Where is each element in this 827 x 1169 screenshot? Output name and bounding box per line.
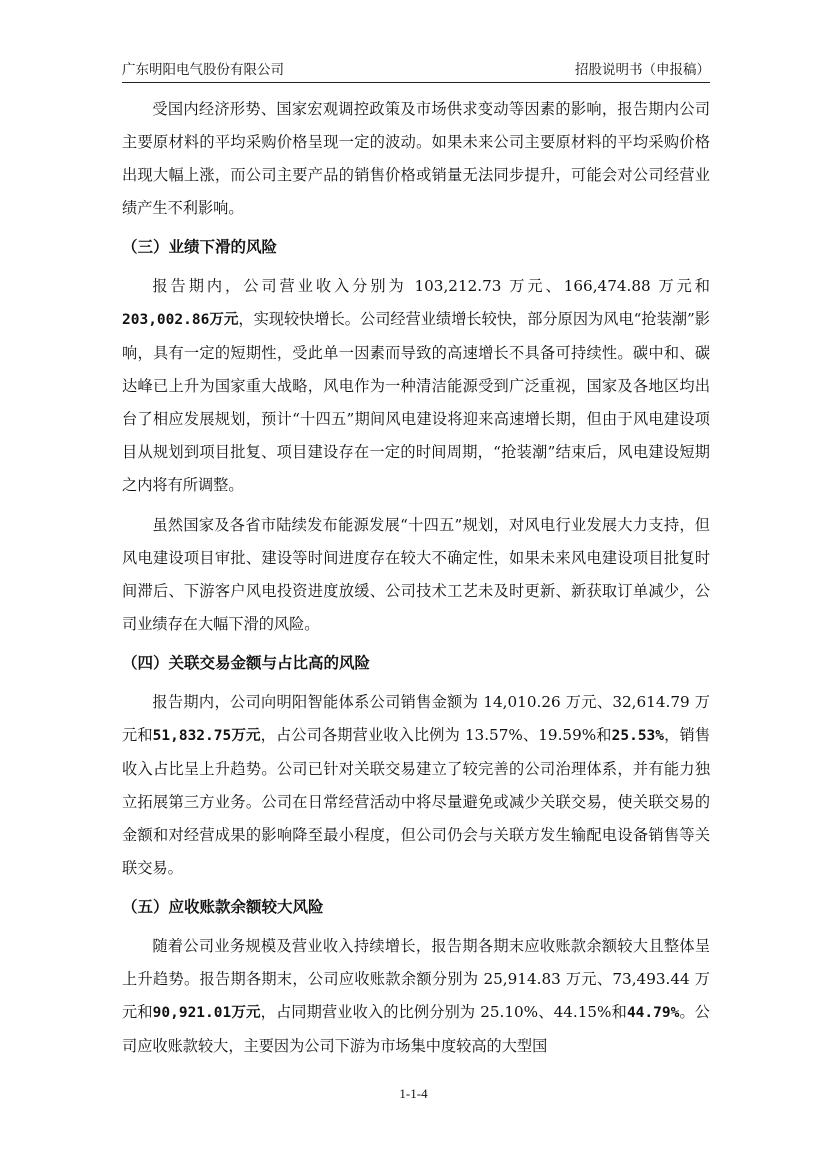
header-divider bbox=[122, 82, 710, 83]
bold-related-sales-value: 51,832.75万元 bbox=[152, 728, 261, 744]
bold-revenue-value: 203,002.86万元 bbox=[122, 312, 239, 328]
paragraph-text: ，销售收入占比呈上升趋势。公司已针对关联交易建立了较完善的公司治理体系，并有能力独立拓展第三方业务。公司在日常经营活动中将尽量避免或减少关联交易，使关联交易的金额和对经营成果的影响降至最小程度，但公司仍会与关联方发生输配电设备销售等关联交易。 bbox=[122, 726, 711, 877]
document-body bbox=[122, 93, 710, 1070]
page-header bbox=[122, 56, 710, 80]
paragraph-text: 报告期内，公司营业收入分别为 103,212.73 万元、166,474.88 万元和 bbox=[152, 277, 710, 295]
paragraph-text: 受国内经济形势、国家宏观调控政策及市场供求变动等因素的影响，报告期内公司主要原材料的平均采购价格呈现一定的波动。如果未来公司主要原材料的平均采购价格出现大幅上涨，而公司主要产品的销售价格或销量无法同步提升，可能会对公司经营业绩产生不利影响。 bbox=[122, 100, 710, 217]
paragraph-text: ，占公司各期营业收入比例为 13.57%、19.59%和 bbox=[260, 726, 612, 744]
header-company-name: 广东明阳电气股份有限公司 bbox=[122, 62, 284, 78]
paragraph-receivables bbox=[122, 930, 710, 1063]
paragraph-text: 随着公司业务规模及营业收入持续增长，报告期各期末应收账款余额较大且整体呈上升趋势。报告期各期末，公司应收账款余额分别为 25,914.83 万元、73,493.44 万元和 bbox=[122, 937, 710, 1021]
section-heading-related-transactions: （四）关联交易金额与占比高的风险 bbox=[122, 654, 371, 672]
page-number: 1-1-4 bbox=[399, 1086, 428, 1101]
paragraph-policy-uncertainty bbox=[122, 509, 710, 641]
section-heading-receivables: （五）应收账款余额较大风险 bbox=[122, 898, 324, 916]
paragraph-text: 虽然国家及各省市陆续发布能源发展“十四五”规划，对风电行业发展大力支持，但风电建设项目审批、建设等时间进度存在较大不确定性，如果未来风电建设项目批复时间滞后、下游客户风电投资进度放缓、公司技术工艺未及时更新、新获取订单减少，公司业绩存在大幅下滑的风险。 bbox=[122, 516, 710, 633]
paragraph-related-sales bbox=[122, 686, 710, 885]
paragraph-text: ，实现较快增长。公司经营业绩增长较快，部分原因为风电“抢装潮”影响，具有一定的短期性，受此单一因素而导致的高速增长不具备可持续性。碳中和、碳达峰已上升为国家重大战略，风电作为一种清洁能源受到广泛重视，国家及各地区均出台了相应发展规划，预计“十四五”期间风电建设将迎来高速增长期，但由于风电建设项目从规划到项目批复、项目建设存在一定的时间周期，“抢装潮”结束后，风电建设短期之内将有所调整。 bbox=[122, 310, 710, 494]
section-heading-performance-decline: （三）业绩下滑的风险 bbox=[122, 238, 278, 256]
paragraph-revenue-growth bbox=[122, 270, 710, 502]
paragraph-text: 报告期内，公司向明阳智能体系公司销售金额为 14,010.26 万元、32,614.79 万元和 bbox=[122, 693, 710, 744]
bold-receivables-value: 90,921.01万元 bbox=[152, 1005, 261, 1021]
bold-related-sales-ratio: 25.53% bbox=[611, 728, 665, 744]
header-document-title: 招股说明书（申报稿） bbox=[575, 62, 710, 78]
paragraph-raw-material-risk bbox=[122, 93, 710, 225]
paragraph-text: ，占同期营业收入的比例分别为 25.10%、44.15%和 bbox=[260, 1003, 627, 1021]
paragraph-text: 。公司应收账款较大，主要因为公司下游为市场集中度较高的大型国 bbox=[122, 1003, 710, 1055]
bold-receivables-ratio: 44.79% bbox=[626, 1005, 680, 1021]
